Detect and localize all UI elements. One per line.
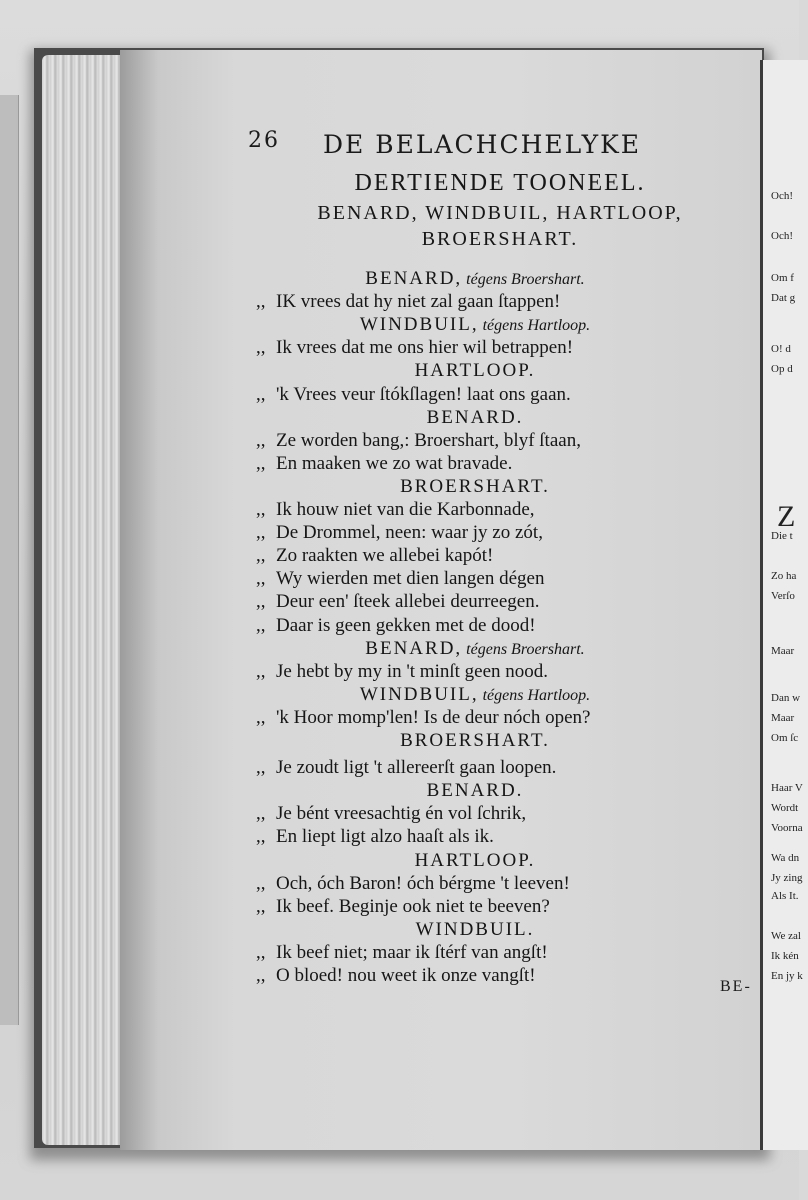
verse-text-line: O bloed! nou weet ik onze vangſt! — [276, 965, 536, 986]
verse-line — [256, 453, 512, 475]
running-head: DE BELACHCHELYKE — [323, 130, 642, 159]
facing-page-fragment: Jy zing — [771, 872, 803, 884]
background-object — [0, 95, 19, 1025]
quote-mark: ,, — [256, 706, 266, 728]
speaker-name: WINDBUIL. — [415, 918, 535, 940]
scene-title: DERTIENDE TOONEEL. — [354, 170, 646, 196]
speaker-heading — [250, 638, 700, 660]
verse-line — [256, 384, 571, 406]
verse-line — [256, 291, 560, 313]
verse-line — [256, 826, 494, 848]
speaker-heading — [250, 314, 700, 336]
verse-line — [256, 661, 548, 683]
verse-line — [256, 522, 543, 544]
speaker-heading — [250, 360, 700, 382]
quote-mark: ,, — [256, 568, 266, 590]
quote-mark: ,, — [256, 660, 266, 682]
speaker-heading — [250, 850, 700, 872]
speaker-name: BENARD, — [365, 268, 463, 289]
stage-direction: tégens Broershart. — [462, 640, 585, 658]
facing-page-fragment: O! d — [771, 343, 791, 355]
verse-text-line: Je hebt by my in 't minſt geen nood. — [276, 660, 549, 682]
facing-page-fragment: Ik kén — [771, 950, 799, 962]
facing-page-fragment: Dan w — [771, 692, 801, 704]
facing-page-fragment: Wordt — [771, 802, 799, 814]
verse-line — [256, 615, 536, 637]
facing-page-fragment: Om ſc — [771, 732, 799, 744]
facing-page-fragment: En jy k — [771, 970, 803, 982]
verse-text-line: 'k Vrees veur ſtókſlagen! laat ons gaan. — [276, 383, 571, 405]
quote-mark: ,, — [256, 522, 266, 544]
facing-page-fragment: Verſo — [771, 590, 795, 602]
speaker-heading — [250, 407, 700, 429]
verse-line — [256, 707, 590, 729]
verse-line — [256, 430, 581, 452]
facing-page-fragment: Dat g — [771, 292, 796, 304]
speaker-name: WINDBUIL, — [359, 314, 479, 336]
verse-text-line: Je zoudt ligt 't allereerſt gaan loopen. — [276, 757, 557, 779]
speaker-name: BENARD. — [426, 780, 524, 802]
speaker-name: BENARD. — [426, 406, 524, 428]
facing-page-fragment: Als It. — [771, 890, 799, 902]
verse-line — [256, 499, 535, 521]
verse-text-line: Ik beef. Beginje ook niet te beeven? — [276, 895, 550, 917]
facing-page-fragment: Voorna — [771, 822, 803, 834]
verse-line — [256, 942, 548, 964]
speaker-name: BENARD, — [365, 637, 463, 659]
facing-page-fragment: Z — [777, 500, 796, 533]
quote-mark: ,, — [256, 383, 266, 405]
verse-line — [256, 568, 544, 590]
verse-line — [256, 757, 556, 779]
facing-page-fragment: Haar V — [771, 782, 803, 794]
stage-direction: tégens Hartloop. — [478, 686, 591, 704]
verse-text-line: Zo raakten we allebei kapót! — [276, 545, 494, 567]
stage-direction: tégens Broershart. — [462, 271, 585, 288]
quote-mark: ,, — [256, 803, 266, 825]
quote-mark: ,, — [256, 337, 266, 359]
verse-text-line: Ik houw niet van die Karbonnade, — [276, 499, 535, 520]
stage-direction: tégens Hartloop. — [478, 317, 591, 335]
quote-mark: ,, — [256, 291, 266, 313]
quote-mark: ,, — [256, 826, 266, 848]
verse-text-line: Je bént vreesachtig én vol ſchrik, — [276, 803, 527, 825]
facing-page-fragment: Om f — [771, 272, 794, 284]
verse-text-line: En maaken we zo wat bravade. — [276, 452, 513, 474]
speaker-name: HARTLOOP. — [414, 360, 536, 382]
speaker-name: BROERSHART. — [400, 730, 550, 751]
speaker-name: BROERSHART. — [400, 475, 550, 497]
speaker-name: HARTLOOP. — [414, 849, 536, 871]
verse-line — [256, 803, 526, 825]
quote-mark: ,, — [256, 591, 266, 613]
verse-text-line: Ik beef niet; maar ik ſtérf van angſt! — [276, 941, 548, 963]
speaker-heading — [250, 684, 700, 706]
facing-page-fragment: Zo ha — [771, 570, 797, 582]
facing-page-fragment: Och! — [771, 190, 793, 202]
facing-page-fragment: Op d — [771, 363, 793, 375]
verse-line — [256, 337, 573, 359]
facing-page — [760, 60, 808, 1150]
verse-line — [256, 873, 570, 895]
facing-page-fragment: Die t — [771, 530, 793, 542]
verse-line — [256, 545, 493, 567]
verse-text-line: De Drommel, neen: waar jy zo zót, — [276, 522, 543, 544]
speaker-heading — [250, 919, 700, 941]
quote-mark: ,, — [256, 941, 266, 963]
verse-text-line: Ze worden bang,: Broershart, blyf ſtaan, — [276, 429, 581, 451]
catchword: BE- — [720, 978, 752, 995]
page-number: 26 — [248, 128, 280, 153]
quote-mark: ,, — [256, 614, 266, 636]
speaker-heading — [250, 476, 700, 498]
verse-text-line: Och, óch Baron! óch bérgme 't leeven! — [276, 872, 570, 894]
quote-mark: ,, — [256, 452, 266, 474]
cast-list-line-2: BROERSHART. — [421, 228, 579, 250]
verse-line — [256, 591, 539, 613]
speaker-heading — [250, 730, 700, 752]
cast-list-line-1: BENARD, WINDBUIL, HARTLOOP, — [317, 202, 683, 224]
verse-text-line: Daar is geen gekken met de dood! — [276, 614, 536, 636]
quote-mark: ,, — [256, 429, 266, 451]
facing-page-fragment: Maar — [771, 645, 795, 657]
facing-page-fragment: Och! — [771, 230, 793, 242]
quote-mark: ,, — [256, 895, 266, 917]
quote-mark: ,, — [256, 545, 266, 567]
quote-mark: ,, — [256, 965, 266, 986]
quote-mark: ,, — [256, 757, 266, 779]
speaker-heading — [250, 780, 700, 802]
quote-mark: ,, — [256, 872, 266, 894]
speaker-name: WINDBUIL, — [359, 683, 479, 705]
verse-text-line: 'k Hoor momp'len! Is de deur nóch open? — [276, 706, 591, 728]
verse-text-line: Deur een' ſteek allebei deurreegen. — [276, 591, 540, 613]
verse-text-line: En liept ligt alzo haaſt als ik. — [276, 826, 494, 848]
verse-text-line: Ik vrees dat me ons hier wil betrappen! — [276, 337, 574, 359]
verse-line — [256, 965, 536, 987]
verse-line — [256, 896, 550, 918]
facing-page-fragment: Wa dn — [771, 852, 800, 864]
verse-text-line: Wy wierden met dien langen dégen — [276, 568, 545, 590]
speaker-heading — [250, 268, 700, 290]
quote-mark: ,, — [256, 499, 266, 520]
verse-text-line: IK vrees dat hy niet zal gaan ſtappen! — [276, 291, 561, 313]
facing-page-fragment: Maar — [771, 712, 795, 724]
page-header — [248, 128, 698, 168]
facing-page-fragment: We zal — [771, 930, 801, 942]
